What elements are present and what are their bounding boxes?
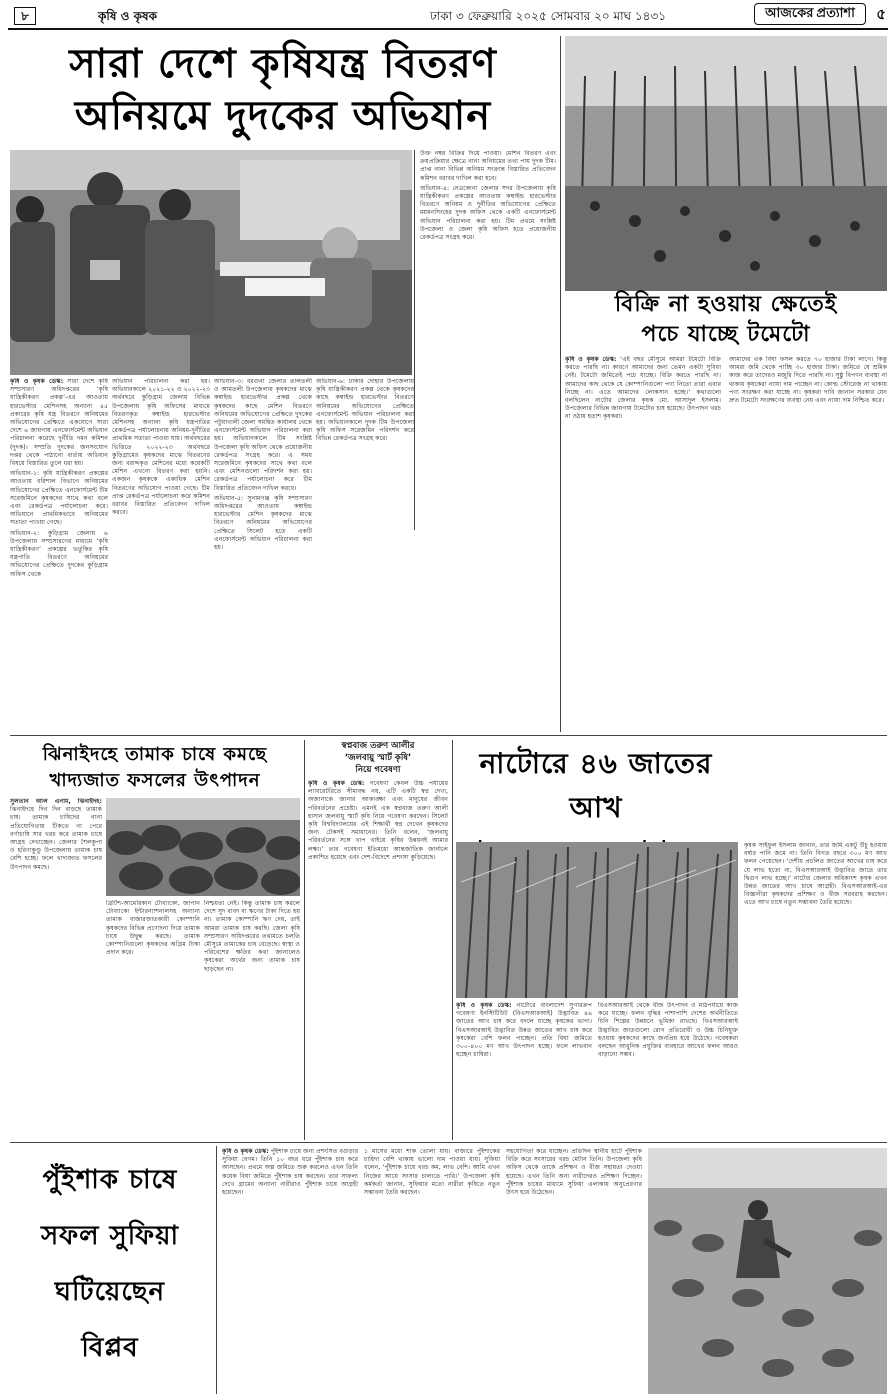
tobacco-col2-text: ব্রিটিশ-আমেরিকান টোব্যাকো, জাপান টোব্যাকো ইন্টারন্যাশনালসহ অন্যান্য তামাক বাজারজাতকারী কোম্পানি কৃষকদের বিভিন্ন প্রণোদনা দিয়ে তামাক চাষে উদ্বুদ্ধ করছে। তামাক কোম্পানিগুলো কৃষকদের অগ্রিম টাকা প্রদান করে।: [106, 900, 200, 957]
lead-photo-rule: [414, 150, 415, 530]
lead-headline-line2: অনিয়মে দুদকের অভিযান: [74, 93, 492, 139]
lead-headline: [10, 38, 556, 142]
spinach-field-image: [648, 1148, 887, 1394]
spinach-col-3: [506, 1148, 642, 1394]
lead-col-2: [112, 378, 210, 730]
mid-rule: [10, 735, 887, 736]
spinach-headline-line1: পুঁইশাক চাষে: [42, 1165, 178, 1195]
sugarcane-col-2: [598, 1002, 738, 1138]
tobacco-col-1: [10, 798, 102, 1138]
smart-byline: কৃষি ও কৃষক ডেস্ক:: [308, 780, 365, 787]
sugarcane-col-1: [456, 1002, 592, 1138]
tomato-field-image: [565, 36, 887, 291]
spinach-headline-line4: বিপ্লব: [81, 1333, 139, 1363]
tomato-col-1: [565, 356, 721, 730]
smart-rule: [452, 740, 453, 1140]
tobacco-rule: [304, 740, 305, 1140]
lead-col1c-text: অভিযান-২: কুড়িগ্রাম জেলায় ৬ উপজেলায় সম্প্রসারণের মাধ্যমে ‘কৃষি যান্ত্রিকীকরণ’ প্রকল্পের ভর্তুকির কৃষি যন্ত্রপাতি বিতরণে অনিয়মের অভিযোগের প্রেক্ষিতে দুদকের কুড়িগ্রাম অফিস থেকে: [10, 529, 108, 578]
header-date: ঢাকা ৩ ফেব্রুয়ারি ২০২৫ সোমবার ২০ মাঘ ১৪৩১: [430, 9, 667, 23]
spinach-col3-text: সহযোগিতা করে যাচ্ছেন। প্রতিদিন স্থানীয় হাটে পুঁইশাক বিক্রি করে সংসারের খরচ মেটান তিনি। উপজেলা কৃষি অফিস থেকে তাকে প্রশিক্ষণ ও বীজ সহায়তা দেওয়া হয়েছে। এখন তিনি অন্য নারীদেরও প্রশিক্ষণ দিচ্ছেন। পুঁইশাক চাষের মাধ্যমে সুফিয়া এলাকায় অনুপ্রেরণার উৎস হয়ে উঠেছেন।: [506, 1148, 642, 1197]
tomato-headline-line1: বিক্রি না হওয়ায় ক্ষেতেই: [614, 292, 838, 317]
tobacco-headline: [10, 742, 300, 794]
smart-headline-line3: নিয়ে গবেষণা: [355, 765, 401, 775]
tobacco-byline: সুলতান আল এনাম, ঝিনাইদহ:: [10, 798, 102, 805]
lead-col3-text: অভিযান-৩: বরগুনা জেলার তালতলী ও আমতলী উপজেলায় কৃষকদের মাঝে কম্বাইন্ড হারভেস্টার প্রকল্প থেকে কৃষকদের কাছে মেশিন বিতরণে অনিয়মের অভিযোগের প্রেক্ষিতে দুদকের পটুয়াখালী জেলা সমন্বিত কার্যালয় থেকে এনফোর্সমেন্ট অভিযান পরিচালনা করা হয়। অভিযানকালে টিম সংশ্লিষ্ট উপজেলা কৃষি অফিস থেকে প্রয়োজনীয় রেকর্ডপত্র সংগ্রহ করে। এ সময় সরেজমিনে কৃষকদের সাথে কথা বলে এবং মেশিনগুলো পরিদর্শন করা হয়। রেকর্ডপত্র পর্যালোচনা করে টিম বিস্তারিত প্রতিবেদন দাখিল করবে।: [214, 378, 312, 492]
lower-rule: [10, 1142, 887, 1143]
lead-col1-text: সারা দেশে কৃষি সম্প্রসারণ অধিদপ্তরের ‘কৃষি যান্ত্রিকীকরণ প্রকল্প’-এর আওতায় হারভেস্টার মেশিনসহ অন্যান্য ৪৫ প্রকারের কৃষি যন্ত্র বিতরণে অনিয়মের অভিযোগের প্রেক্ষিতে একযোগে সারা দেশে ৬ জায়গায় এনফোর্সমেন্ট অভিযান পরিচালনা করেছে দুর্নীতি দমন কমিশন (দুদক)। সম্প্রতি দুদকের জনসংযোগ দপ্তর থেকে পাঠানো বার্তায় অভিযান বিষয়ে বিস্তারিত তুলে ধরা হয়।: [10, 378, 108, 468]
lead-col1b-text: অভিযান-১: কৃষি যান্ত্রিকীকরণ প্রকল্পের আওতায় বরিশাল বিভাগে অনিয়মের অভিযোগের প্রেক্ষিতে এনফোর্সমেন্ট টিম সরেজমিনে কৃষকদের সাথে কথা বলে এবং রেকর্ডপত্র পর্যালোচনা করে। অভিযানে প্রাথমিকভাবে অনিয়মের সত্যতা পাওয়া গেছে।: [10, 470, 108, 527]
spinach-photo: [648, 1148, 887, 1394]
logo-text-2: প্রত্যাশা: [816, 5, 855, 21]
sugarcane-col1-text: নাটোরে বাংলাদেশ সুগারক্রপ গবেষণা ইনস্টিটিউট (বিএসআরআই) উদ্ভাবিত ৪৬ জাতের আখ চাষ করে বদলে যাচ্ছে কৃষকের ভাগ্য। বিএসআরআই উদ্ভাবিত উন্নত জাতের আখ চাষ করে কৃষকেরা বেশি ফলন পাচ্ছেন। প্রতি বিঘা জমিতে ৩০০-৪০০ মণ আখ উৎপাদন হচ্ছে। ফলে লাভবান হচ্ছেন চাষিরা।: [456, 1002, 592, 1059]
header-rule: [8, 28, 888, 30]
lead-col4c-text: অভিযান-৬: ঢাকার দোহার উপজেলায় কৃষি যান্ত্রিকীকরণ প্রকল্প থেকে কৃষকদের কাছে কম্বাইন্ড হারভেস্টার বিতরণে অনিয়মের অভিযোগের প্রেক্ষিতে এনফোর্সমেন্ট অভিযান পরিচালনা করা হয়। অভিযানকালে দুদক টিম উপজেলা কৃষি অফিস সরেজমিন পরিদর্শন করে বিভিন্ন রেকর্ডপত্র সংগ্রহ করে।: [316, 378, 414, 443]
spinach-rule: [216, 1146, 217, 1394]
tobacco-photo: [106, 798, 300, 896]
smart-headline-line1: স্বপ্নবাজ তরুণ আলীর: [341, 741, 415, 751]
smart-body: [308, 780, 448, 1138]
tobacco-headline-line2: খাদ্যজাত ফসলের উৎপাদন: [49, 770, 261, 791]
lead-byline: কৃষি ও কৃষক ডেস্ক:: [10, 378, 64, 385]
smart-headline: [308, 740, 448, 776]
spinach-headline-line3: ঘটিয়েছেন: [54, 1277, 166, 1307]
lead-col-3: [214, 378, 312, 730]
sugarcane-col3-text: কৃষক সাইফুল ইসলাম জানান, তার জমি একটু উঁচু হওয়ায় বর্ষার পানি জমে না। তিনি বিগত বছরে ৩০০ মণ আখ ফলন পেয়েছেন। ‘দেশীয় প্রচলিত জাতের আখের চাষ করে যে লাভ হতো না, বিএসআরআই উদ্ভাবিত জাতে তার দ্বিগুণ লাভ হচ্ছে।’ নাটোর জেলার অধিকাংশ কৃষক এখন উন্নত জাতের আখ চাষে আগ্রহী। বিএসআরআই-এর বিজ্ঞানীরা কৃষকদের প্রশিক্ষণ ও বীজ সরবরাহ করছেন। এতে আখ চাষে নতুন সম্ভাবনা তৈরি হয়েছে।: [744, 842, 887, 907]
spinach-byline: কৃষি ও কৃষক ডেস্ক:: [222, 1148, 269, 1155]
lead-photo: [10, 150, 412, 375]
lead-col-1: [10, 378, 108, 730]
page-number-right: ৫: [876, 5, 886, 23]
smart-headline-line2: ‘জলবায়ু স্মার্ট কৃষি’: [344, 753, 412, 763]
sugarcane-col2-text: বিএসআরআই থেকে বীজ উৎপাদন ও মাঠপর্যায়ে কাজ করে যাচ্ছে। ফলন বৃদ্ধির পাশাপাশি দেশের অর্থনীতিতে চিনি শিল্পের উন্নয়নে ভূমিকা রাখছে। বিএসআরআই উদ্ভাবিত জাতগুলো রোগ প্রতিরোধী ও উচ্চ চিনিযুক্ত হওয়ায় কৃষকদের কাছে জনপ্রিয় হয়ে উঠেছে। গবেষকরা বলছেন আধুনিক প্রযুক্তির ব্যবহারে আখের ফলন আরও বাড়ানো সম্ভব।: [598, 1002, 738, 1059]
tobacco-field-image: [106, 798, 300, 896]
spinach-col2-text: ১ মাসের মধ্যে শাক তোলা যায়। বাজারে পুঁইশাকের চাহিদা বেশি থাকায় ভালো দাম পাওয়া যায়। সুফিয়া বলেন, ‘পুঁইশাক চাষে খরচ কম, লাভ বেশি। আমি এখন নিজের আয়ে সংসার চালাতে পারি।’ উপজেলা কৃষি কর্মকর্তা জানান, সুফিয়ার মতো নারীরা কৃষিতে নতুন সম্ভাবনা তৈরি করছেন।: [364, 1148, 500, 1197]
lead-headline-line1: সারা দেশে কৃষিযন্ত্র বিতরণ: [69, 41, 497, 87]
lead-col4-text: উক্ত নম্বর বিক্রির দিয়ে পাওয়া। মেশিন বিতরণ এবং ক্রয়প্রক্রিয়ার ক্ষেত্রে নানা অনিয়মের তথ্য পায় দুদক টিম। প্রাপ্ত নানা বিভিন্ন অনিয়ম সংক্রান্ত বিস্তারিত প্রতিবেদন কমিশন বরাবর দাখিল করা হবে।: [420, 150, 556, 182]
tobacco-col-2: [106, 900, 200, 1138]
tobacco-col-3: [204, 900, 300, 1138]
newspaper-logo: [754, 3, 866, 25]
spinach-col-2: [364, 1148, 500, 1394]
lead-col3b-text: অভিযান-৫: সুনামগঞ্জ কৃষি সম্প্রসারণ অধিদপ্তরের আওতায় কম্বাইন্ড হারভেস্টার মেশিন কৃষকদের মাঝে বিতরণে অনিয়মের অভিযোগের প্রেক্ষিতে সিলেট হতে একটি এনফোর্সমেন্ট অভিযান পরিচালনা করা হয়।: [214, 494, 312, 552]
spinach-headline: [10, 1152, 210, 1376]
tomato-byline: কৃষি ও কৃষক ডেস্ক:: [565, 356, 617, 363]
sugarcane-photo: [456, 842, 738, 998]
tomato-col2-text: আমাদের এক বিঘা ফসল করতে ৭০ হাজার টাকা লাগে। কিন্তু আমরা জমি থেকে পাচ্ছি ৩০ হাজার টাকা। জমিতে যে শ্রমিক কাজ করে তাদেরও মজুরি দিতে পারছি না। সুষ্ঠু বিপণন ব্যবস্থা না থাকায় কৃষকেরা ন্যায্য দাম পাচ্ছেন না। কোল্ড স্টোরেজ না থাকায় পণ্য সংরক্ষণ করা যাচ্ছে না। কৃষকরা দাবি জানান সরকার যেন দ্রুত টমেটো সংরক্ষণের ব্যবস্থা নেয় এবং ন্যায্য দাম নিশ্চিত করে।: [729, 356, 887, 405]
section-title: কৃষি ও কৃষক: [98, 9, 158, 23]
lead-right-rule: [560, 36, 561, 732]
tobacco-col3-text: নিশ্চয়তা নেই। কিন্তু তামাক চাষ করলে দেশে সুদ বাবদ বা ঋণের টাকা দিতে হয় না। তামাক কোম্পানি ঋণ দেয়, তাই আমরা তামাক চাষ করছি। জেলা কৃষি সম্প্রসারণ অধিদপ্তরের তথ্যমতে চলতি মৌসুমে তামাকের চাষ বেড়েছে। স্বাস্থ্য ও পরিবেশের ক্ষতির কথা জানালেও কৃষকেরা অর্থের জন্য তামাক চাষ ছাড়ছেন না।: [204, 900, 300, 973]
sugarcane-headline-line1: নাটোরে ৪৬ জাতের আখ: [479, 747, 713, 824]
lead-col-5: [420, 150, 556, 730]
tomato-headline-line2: পচে যাচ্ছে টমেটো: [641, 322, 811, 347]
sugarcane-byline: কৃষি ও কৃষক ডেস্ক:: [456, 1002, 512, 1009]
tomato-photo: [565, 36, 887, 291]
page-number-left: ৮: [14, 7, 36, 25]
lead-col2-text: অভিযান পরিচালনা করা হয়। অভিযানকালে ২০২১-২২ ও ২০২২-২৩ অর্থবছরে কুড়িগ্রাম জেলায় বিভিন্ন উপজেলায় কৃষি অফিসের মাধ্যমে বিতরণকৃত কম্বাইন্ড হারভেস্টার মেশিনসহ অন্যান্য কৃষি যন্ত্রপাতির রেকর্ডপত্র পর্যালোচনায় অনিয়ম-দুর্নীতির প্রাথমিক সত্যতা পাওয়া যায়। অর্থবছরের ভিত্তিতে ২০২২-২৩ অর্থবছরে কুড়িগ্রামের কৃষকদের মাঝে বিতরণের জন্য বরাদ্দকৃত মেশিনের মধ্যে কয়েকটি মেশিন এখনো বিতরণ করা হয়নি। একজন কৃষককে একাধিক মেশিন বিতরণের অভিযোগ পাওয়া গেছে। টিম প্রাপ্ত রেকর্ডপত্র পর্যালোচনা করে কমিশন বরাবর বিস্তারিত প্রতিবেদন দাখিল করবে।: [112, 378, 210, 517]
tomato-headline: [565, 290, 887, 350]
lead-col-4: [316, 378, 414, 730]
tomato-col-2: [729, 356, 887, 730]
tobacco-col1-text: ঝিনাইদহে দিন দিন বাড়ছে তামাক চাষ। তামাক চাষিদের নানা প্রতিযোগিতায় টিকতে না পেরে বর্গাচাষি সার খরচ করে তামাক চাষে আগ্রহ দেখাচ্ছেন। জেলার শৈলকুপা ও হরিণাকুণ্ডু উপজেলায় তামাক চাষ বেশি হচ্ছে। ফলে খাদ্যজাত ফসলের উৎপাদন কমছে।: [10, 806, 102, 871]
sugarcane-col-3: [744, 842, 887, 1138]
smart-text: গবেষণা কেবল উচ্চ পর্যায়ের ল্যাবরেটরিতে সীমাবদ্ধ নয়, এটি একটি স্বপ্ন দেখা, অজানাকে জানার আকাঙ্ক্ষা এবং মানুষের জীবন পরিবর্তনের প্রচেষ্টা। এমনই এক স্বপ্নবাজ তরুণ আলী হাসান জলবায়ু স্মার্ট কৃষি নিয়ে গবেষণা করছেন। সিলেট কৃষি বিশ্ববিদ্যালয়ের এই শিক্ষার্থী স্বপ্ন দেখেন কৃষকদের জন্য টেকসই সমাধানের। তিনি বলেন, ‘জলবায়ু পরিবর্তনের সঙ্গে খাপ খাইয়ে কৃষির উন্নয়নই আমার লক্ষ্য।’ তার গবেষণা ইতিমধ্যে আন্তর্জাতিক জার্নালে প্রকাশিত হয়েছে এবং দেশ-বিদেশে প্রশংসা কুড়িয়েছে।: [308, 780, 448, 861]
spinach-headline-line2: সফল সুফিয়া: [40, 1221, 180, 1251]
tomato-col1-text: ‘এই বছর মৌসুমে আমরা টমেটো বিক্রি করতে পারছি না। কারণে আমাদের জন্য তেমন একটা সুবিধা নেই। টমেটো জমিতেই পচে যাচ্ছে। বিক্রি করতে পারছি না। আমাদের কাছ থেকে যে কোম্পানিগুলো পণ্য নিতো তারা এবার নিচ্ছে না। এতে আমাদের লোকসান হচ্ছে।’ কথাগুলো বলছিলেন নাটোর জেলার কৃষক মো. আসাদুল ইসলাম। উপজেলার বিভিন্ন জায়গায় টমেটোর চাষ হয়েছে। উৎপাদন খরচ না ওঠায় হতাশ কৃষকরা।: [565, 356, 721, 421]
sugarcane-field-image: [456, 842, 738, 998]
lead-col4b-text: অভিযান-৪: নেত্রকোনা জেলার সদর উপজেলায় কৃষি যান্ত্রিকীকরণ প্রকল্পের আওতায় কম্বাইন্ড হারভেস্টার বিতরণে অনিয়ম ও দুর্নীতির অভিযোগের প্রেক্ষিতে ময়মনসিংহের দুদক অফিস থেকে একটি এনফোর্সমেন্ট অভিযান পরিচালনা করা হয়। টিম প্রথমে সংশ্লিষ্ট উপজেলা ও জেলা কৃষি অফিস হতে প্রয়োজনীয় রেকর্ডপত্র সংগ্রহ করে।: [420, 184, 556, 242]
logo-text-1: আজকের: [765, 5, 814, 21]
office-raid-image: [10, 150, 412, 375]
spinach-col1-text: পুঁইশাক চাষে জন্য প্রশংসিত বগুড়ার সুফিয়া বেগম। তিনি ১০ বছর ধরে পুঁইশাক চাষ করে আসছেন। প্রথমে অল্প জমিতে শুরু করলেও এখন তিনি কয়েক বিঘা জমিতে পুঁইশাক চাষ করছেন। তার সাফল্য দেখে গ্রামের অন্যান্য নারীরাও পুঁইশাক চাষে আগ্রহী হয়েছেন।: [222, 1148, 358, 1197]
spinach-col-1: [222, 1148, 358, 1394]
tobacco-headline-line1: ঝিনাইদহে তামাক চাষে কমছে: [42, 744, 268, 765]
